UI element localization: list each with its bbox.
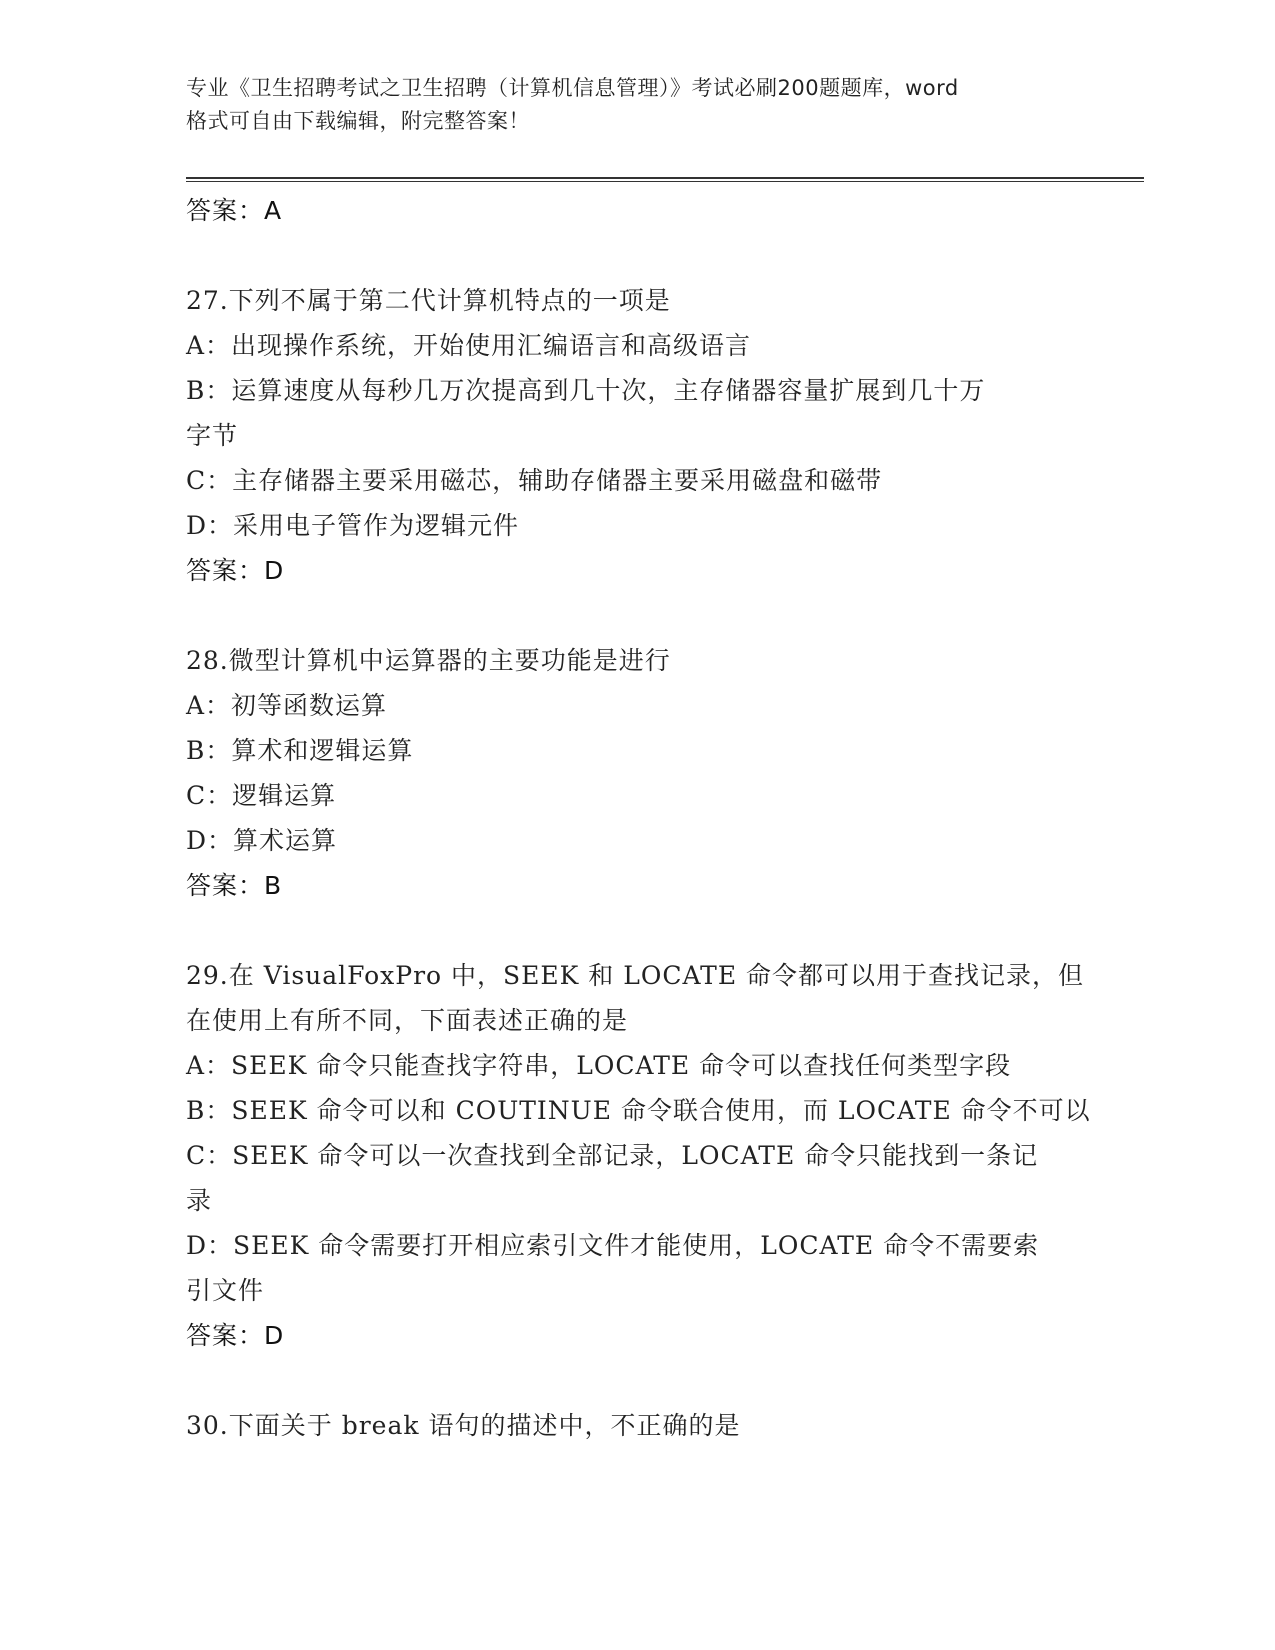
answer: 答案：D [186, 1321, 285, 1350]
option-d-continued: 引文件 [186, 1276, 265, 1305]
document-header [186, 72, 1086, 138]
option-a: A：出现操作系统，开始使用汇编语言和高级语言 [186, 331, 752, 360]
option-b-continued: 字节 [186, 421, 239, 450]
question-30 [186, 1403, 1086, 1448]
spacer [186, 908, 1086, 953]
question-stem: 29.在 VisualFoxPro 中，SEEK 和 LOCATE 命令都可以用于查找记录，但 [186, 961, 1085, 990]
option-b: B：SEEK 命令可以和 COUTINUE 命令联合使用，而 LOCATE 命令不可以 [186, 1096, 1091, 1125]
question-29 [186, 953, 1091, 1358]
answer: 答案：D [186, 556, 285, 585]
option-b: B：运算速度从每秒几万次提高到几十次，主存储器容量扩展到几十万 [186, 376, 986, 405]
option-d: D：SEEK 命令需要打开相应索引文件才能使用，LOCATE 命令不需要索 [186, 1231, 1040, 1260]
option-d: D：采用电子管作为逻辑元件 [186, 511, 520, 540]
spacer [186, 233, 1086, 278]
answer: 答案：B [186, 871, 283, 900]
header-line-2: 格式可自由下载编辑，附完整答案！ [186, 109, 530, 133]
question-28 [186, 638, 1086, 908]
question-list [186, 188, 1091, 1448]
option-c: C：主存储器主要采用磁芯，辅助存储器主要采用磁盘和磁带 [186, 466, 883, 495]
option-a: A：SEEK 命令只能查找字符串，LOCATE 命令可以查找任何类型字段 [186, 1051, 1012, 1080]
question-stem-continued: 在使用上有所不同，下面表述正确的是 [186, 1006, 629, 1035]
option-c-continued: 录 [186, 1186, 213, 1215]
question-27 [186, 278, 1086, 593]
option-c: C：SEEK 命令可以一次查找到全部记录，LOCATE 命令只能找到一条记 [186, 1141, 1039, 1170]
option-d: D：算术运算 [186, 826, 338, 855]
previous-answer: 答案：A [186, 196, 283, 225]
question-stem: 27.下列不属于第二代计算机特点的一项是 [186, 286, 671, 315]
question-stem: 28.微型计算机中运算器的主要功能是进行 [186, 646, 671, 675]
header-line-1: 专业《卫生招聘考试之卫生招聘（计算机信息管理）》考试必刷200题题库，word [186, 76, 959, 100]
option-a: A：初等函数运算 [186, 691, 388, 720]
spacer [186, 593, 1086, 638]
spacer [186, 1358, 1086, 1403]
header-divider [186, 177, 1144, 182]
option-b: B：算术和逻辑运算 [186, 736, 414, 765]
option-c: C：逻辑运算 [186, 781, 337, 810]
question-stem: 30.下面关于 break 语句的描述中，不正确的是 [186, 1411, 741, 1440]
